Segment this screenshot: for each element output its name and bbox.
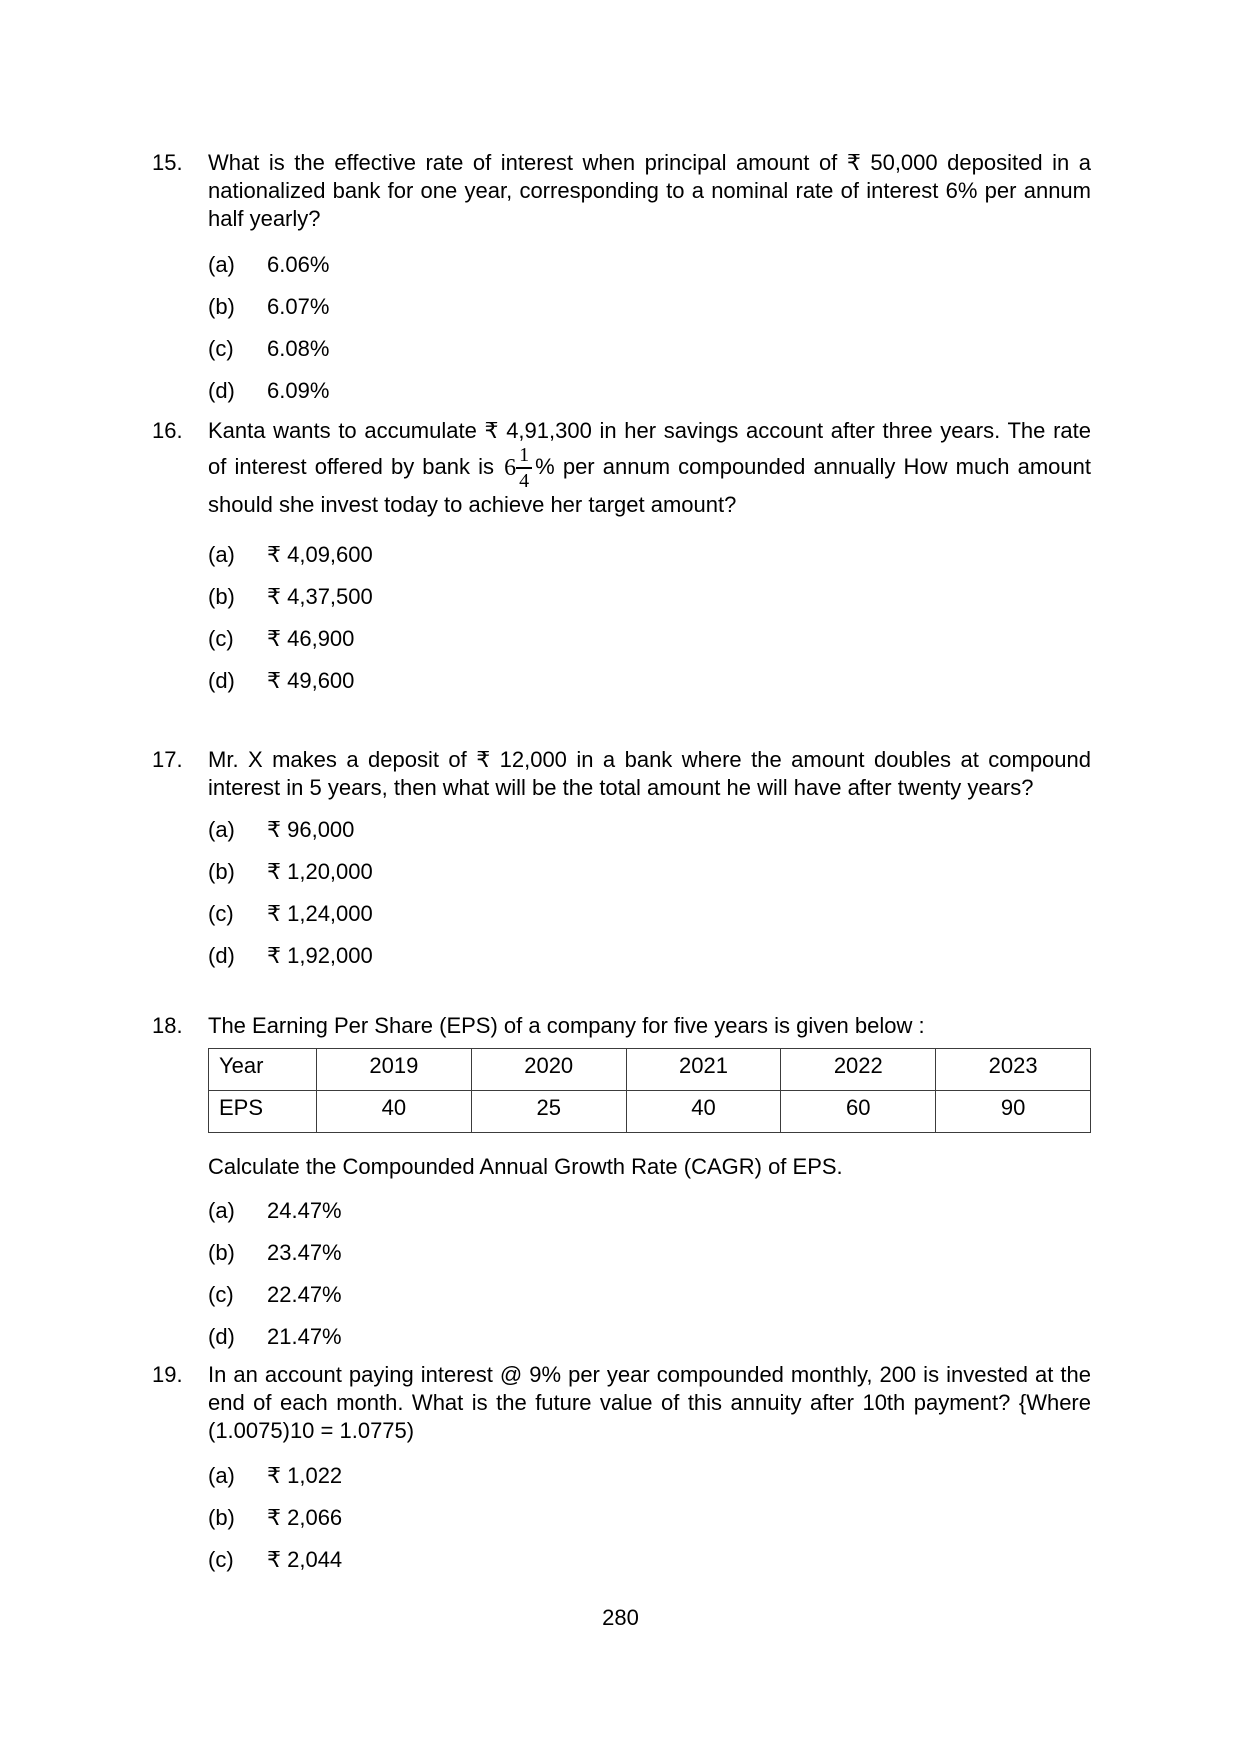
option-letter: (b)	[208, 1505, 235, 1530]
option-row	[208, 816, 1091, 844]
options-list	[208, 541, 1091, 695]
option-row	[208, 625, 1091, 653]
question-text: Mr. X makes a deposit of ₹ 12,000 in a bank where the amount doubles at compound interest in 5 years, then what will be the total amount he will have after twenty years?	[208, 747, 1091, 800]
question-text: In an account paying interest @ 9% per year compounded monthly, 200 is invested at the end of each month. What is the future value of this annuity after 10th payment? {Where (1.0075)10 = 1.0775)	[208, 1362, 1091, 1443]
question-number: 17.	[152, 747, 183, 772]
option-value: ₹ 4,09,600	[267, 542, 373, 567]
table-row-eps	[209, 1091, 1091, 1133]
option-letter: (d)	[208, 943, 235, 968]
option-row	[208, 541, 1091, 569]
option-letter: (d)	[208, 668, 235, 693]
option-letter: (c)	[208, 1282, 234, 1307]
option-row	[208, 1239, 1091, 1267]
option-letter: (d)	[208, 1324, 235, 1349]
option-row	[208, 1281, 1091, 1309]
table-cell: EPS	[209, 1091, 317, 1133]
option-value: 22.47%	[267, 1282, 342, 1307]
fraction-denominator: 4	[519, 470, 530, 492]
table-cell: 60	[781, 1091, 936, 1133]
question-content	[208, 1361, 1091, 1588]
question-number: 15.	[152, 150, 183, 175]
question-content	[208, 1012, 1091, 1365]
option-row	[208, 1462, 1091, 1490]
option-row	[208, 1323, 1091, 1351]
fraction-stack	[516, 445, 532, 491]
option-value: ₹ 1,20,000	[267, 859, 373, 884]
option-letter: (a)	[208, 1463, 235, 1488]
option-row	[208, 251, 1091, 279]
text-after-fraction: % per annum compounded annually How much amount should she invest today to achieve her target amount?	[208, 453, 1091, 517]
table-cell: 2021	[626, 1049, 781, 1091]
option-value: 21.47%	[267, 1324, 342, 1349]
question-17	[152, 746, 1091, 984]
question-18	[152, 1012, 1091, 1365]
option-letter: (c)	[208, 1547, 234, 1572]
table-row-year	[209, 1049, 1091, 1091]
option-value: ₹ 4,37,500	[267, 584, 373, 609]
option-letter: (d)	[208, 378, 235, 403]
option-letter: (b)	[208, 859, 235, 884]
option-value: 6.08%	[267, 336, 330, 361]
option-value: 24.47%	[267, 1198, 342, 1223]
option-value: ₹ 2,066	[267, 1505, 343, 1530]
option-row	[208, 1546, 1091, 1574]
option-row	[208, 583, 1091, 611]
option-letter: (a)	[208, 252, 235, 277]
option-letter: (a)	[208, 1198, 235, 1223]
option-value: ₹ 1,92,000	[267, 943, 373, 968]
option-letter: (a)	[208, 542, 235, 567]
option-letter: (c)	[208, 626, 234, 651]
option-letter: (b)	[208, 1240, 235, 1265]
option-row	[208, 1197, 1091, 1225]
question-text: What is the effective rate of interest when principal amount of ₹ 50,000 deposited in a nationalized bank for one year, corresponding to a nominal rate of interest 6% per annum half yearly?	[208, 150, 1091, 231]
question-text: The Earning Per Share (EPS) of a company for five years is given below :	[208, 1013, 925, 1038]
question-content	[208, 149, 1091, 419]
option-value: ₹ 2,044	[267, 1547, 343, 1572]
option-row	[208, 667, 1091, 695]
table-cell: 2020	[471, 1049, 626, 1091]
option-letter: (b)	[208, 584, 235, 609]
text-before-fraction: Kanta wants to accumulate ₹ 4,91,300 in her savings account after three years. The rate of interest offered by bank is	[208, 418, 1091, 479]
option-value: 6.06%	[267, 252, 330, 277]
option-value: ₹ 49,600	[267, 668, 355, 693]
options-list	[208, 1197, 1091, 1351]
option-row	[208, 335, 1091, 363]
options-list	[208, 1462, 1091, 1574]
option-row	[208, 1504, 1091, 1532]
page-number: 280	[602, 1605, 639, 1630]
table-cell: 40	[317, 1091, 472, 1133]
table-cell: 40	[626, 1091, 781, 1133]
table-cell: 90	[936, 1091, 1091, 1133]
question-19	[152, 1361, 1091, 1588]
table-cell: 2023	[936, 1049, 1091, 1091]
option-row	[208, 942, 1091, 970]
fraction-six-one-quarter	[504, 445, 532, 491]
question-text-after-table: Calculate the Compounded Annual Growth Rate (CAGR) of EPS.	[208, 1154, 843, 1179]
table-cell: Year	[209, 1049, 317, 1091]
options-list	[208, 251, 1091, 405]
question-number: 19.	[152, 1362, 183, 1387]
option-row	[208, 900, 1091, 928]
table-cell: 2022	[781, 1049, 936, 1091]
option-value: ₹ 1,24,000	[267, 901, 373, 926]
option-value: ₹ 1,022	[267, 1463, 343, 1488]
option-value: 23.47%	[267, 1240, 342, 1265]
fraction-numerator: 1	[516, 445, 532, 469]
question-number: 16.	[152, 418, 183, 443]
fraction-whole: 6	[504, 455, 517, 481]
eps-table	[208, 1048, 1091, 1133]
option-letter: (b)	[208, 294, 235, 319]
table-cell: 2019	[317, 1049, 472, 1091]
option-value: 6.09%	[267, 378, 330, 403]
question-text	[208, 417, 1091, 519]
option-row	[208, 377, 1091, 405]
option-letter: (c)	[208, 336, 234, 361]
options-list	[208, 816, 1091, 970]
option-letter: (c)	[208, 901, 234, 926]
question-content	[208, 746, 1091, 984]
option-value: ₹ 46,900	[267, 626, 355, 651]
option-value: ₹ 96,000	[267, 817, 355, 842]
question-16	[152, 417, 1091, 709]
question-number: 18.	[152, 1013, 183, 1038]
question-content	[208, 417, 1091, 709]
option-value: 6.07%	[267, 294, 330, 319]
option-letter: (a)	[208, 817, 235, 842]
table-cell: 25	[471, 1091, 626, 1133]
option-row	[208, 858, 1091, 886]
question-15	[152, 149, 1091, 419]
option-row	[208, 293, 1091, 321]
